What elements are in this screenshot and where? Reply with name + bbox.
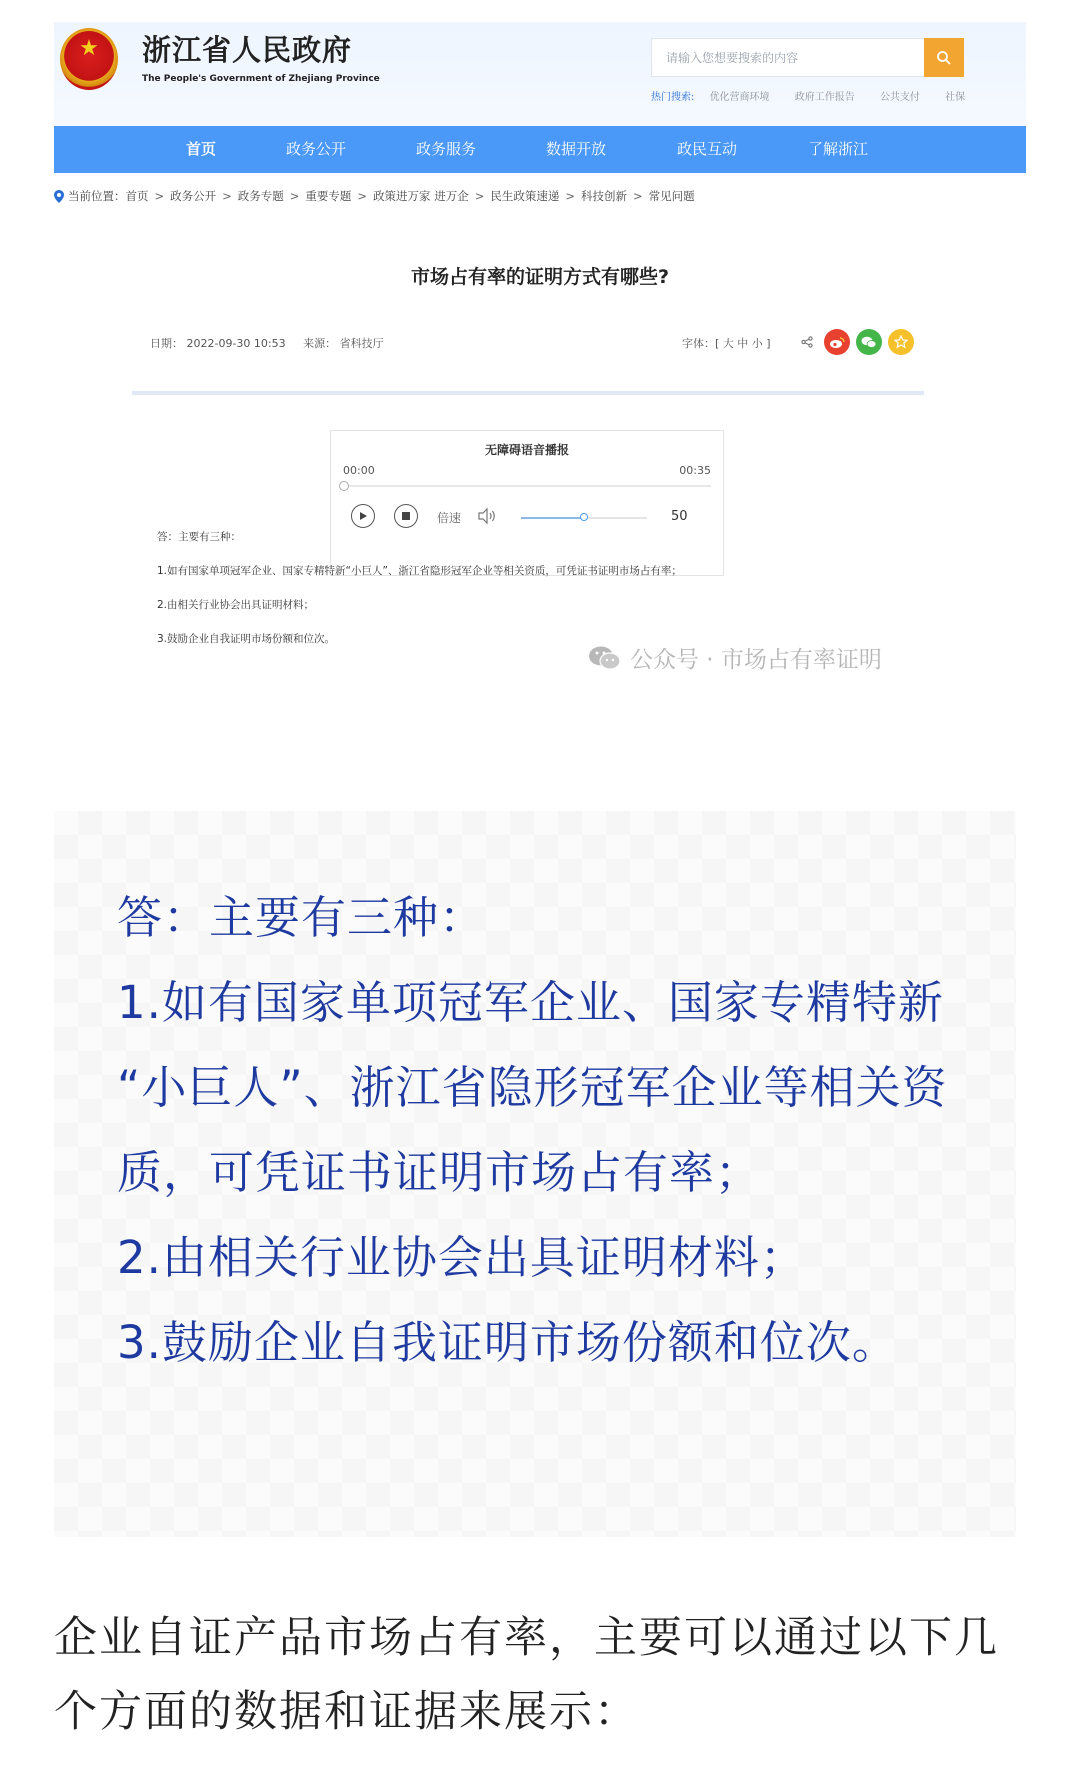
article-source: 来源： 省科技厅 xyxy=(303,337,384,350)
answer-big-line: 3.鼓励企业自我证明市场份额和位次。 xyxy=(117,1316,898,1369)
volume-fill xyxy=(521,517,584,519)
share-icon[interactable] xyxy=(798,333,816,351)
site-title: 浙江省人民政府 xyxy=(142,33,353,67)
body-paragraph: 企业自证产品市场占有率，主要可以通过以下几个方面的数据和证据来展示： xyxy=(54,1613,999,1737)
highlighted-answer-panel xyxy=(54,811,1016,1537)
nav-item-open-data[interactable]: 数据开放 xyxy=(546,140,607,158)
volume-handle[interactable] xyxy=(580,513,588,521)
hot-search xyxy=(651,88,987,103)
site-header xyxy=(54,22,1026,126)
wechat-logo-icon xyxy=(588,645,622,671)
divider xyxy=(132,391,924,395)
audio-progress-handle[interactable] xyxy=(339,481,349,491)
font-size-selector[interactable]: 字体：[ 大 中 小 ] xyxy=(682,337,771,350)
national-emblem-icon: ★ xyxy=(60,28,118,90)
location-pin-icon xyxy=(54,190,64,203)
answer-line: 3.鼓励企业自我证明市场份额和位次。 xyxy=(157,633,336,645)
nav-item-interaction[interactable]: 政民互动 xyxy=(677,140,738,158)
nav-item-gov-affairs[interactable]: 政务公开 xyxy=(286,140,347,158)
site-subtitle: The People's Government of Zhejiang Province xyxy=(142,74,380,84)
article-meta xyxy=(150,335,398,351)
volume-slider[interactable] xyxy=(521,517,647,519)
share-bar xyxy=(798,329,920,355)
volume-value: 50 xyxy=(671,509,688,524)
article-title: 市场占有率的证明方式有哪些? xyxy=(410,266,670,288)
embedded-screenshot xyxy=(54,22,1026,712)
hot-search-item[interactable]: 公共支付 xyxy=(879,92,920,103)
watermark xyxy=(588,641,882,674)
stop-button[interactable] xyxy=(394,504,418,528)
play-icon xyxy=(358,511,368,521)
speed-button[interactable]: 倍速 xyxy=(437,511,462,525)
breadcrumb: 当前位置： 首页 > 政务公开 > 政务专题 > 重要专题 > 政策进万家 进万企 > 民生政策速递 > 科技创新 > 常见问题 xyxy=(54,188,695,204)
answer-big-line: 1.如有国家单项冠军企业、国家专精特新 xyxy=(117,976,944,1029)
nav-item-about-zhejiang[interactable]: 了解浙江 xyxy=(808,140,869,158)
play-button[interactable] xyxy=(351,504,375,528)
hot-search-item[interactable]: 优化营商环境 xyxy=(709,92,770,103)
search-button[interactable] xyxy=(924,38,964,77)
audio-current-time: 00:00 xyxy=(343,464,375,477)
stop-icon xyxy=(401,511,411,521)
audio-duration: 00:35 xyxy=(679,464,711,477)
answer-line: 1.如有国家单项冠军企业、国家专精特新“小巨人”、浙江省隐形冠军企业等相关资质，可凭证书证明市场占有率； xyxy=(157,565,682,577)
breadcrumb-item[interactable]: 常见问题 xyxy=(648,189,695,203)
audio-title: 无障碍语音播报 xyxy=(484,443,569,457)
answer-line: 2.由相关行业协会出具证明材料； xyxy=(157,599,315,611)
breadcrumb-item[interactable]: 科技创新 xyxy=(581,189,627,203)
search-box xyxy=(651,38,964,77)
main-nav xyxy=(54,126,1026,173)
answer-big-line: 2.由相关行业协会出具证明材料； xyxy=(117,1231,806,1284)
search-input[interactable] xyxy=(652,39,922,76)
hot-search-item[interactable]: 社保 xyxy=(945,92,966,103)
watermark-text: 公众号 · 市场占有率证明 xyxy=(630,647,882,673)
wechat-icon[interactable] xyxy=(856,329,882,355)
nav-item-gov-services[interactable]: 政务服务 xyxy=(416,140,477,158)
breadcrumb-label: 当前位置： xyxy=(68,189,126,203)
audio-player xyxy=(330,430,724,576)
volume-icon[interactable] xyxy=(477,508,497,524)
breadcrumb-item[interactable]: 政务专题 xyxy=(237,189,284,203)
breadcrumb-item[interactable]: 民生政策速递 xyxy=(490,189,560,203)
answer-big-line: 答：主要有三种： xyxy=(117,891,486,944)
search-icon xyxy=(936,50,952,66)
audio-progress-bar[interactable] xyxy=(343,485,711,487)
hot-search-label: 热门搜索: xyxy=(651,92,695,103)
breadcrumb-item[interactable]: 首页 xyxy=(125,189,149,203)
weibo-icon[interactable] xyxy=(824,329,850,355)
hot-search-item[interactable]: 政府工作报告 xyxy=(794,92,855,103)
breadcrumb-item[interactable]: 重要专题 xyxy=(305,189,352,203)
answer-line: 答：主要有三种： xyxy=(157,531,241,543)
breadcrumb-item[interactable]: 政策进万家 进万企 xyxy=(373,189,469,203)
favorite-star-icon[interactable] xyxy=(888,329,914,355)
breadcrumb-item[interactable]: 政务公开 xyxy=(170,189,217,203)
nav-item-home[interactable]: 首页 xyxy=(186,140,217,158)
answer-big-line: 质，可凭证书证明市场占有率； xyxy=(117,1146,762,1199)
answer-big-line: “小巨人”、浙江省隐形冠军企业等相关资 xyxy=(117,1061,948,1114)
article-date: 日期： 2022-09-30 10:53 xyxy=(150,337,286,350)
